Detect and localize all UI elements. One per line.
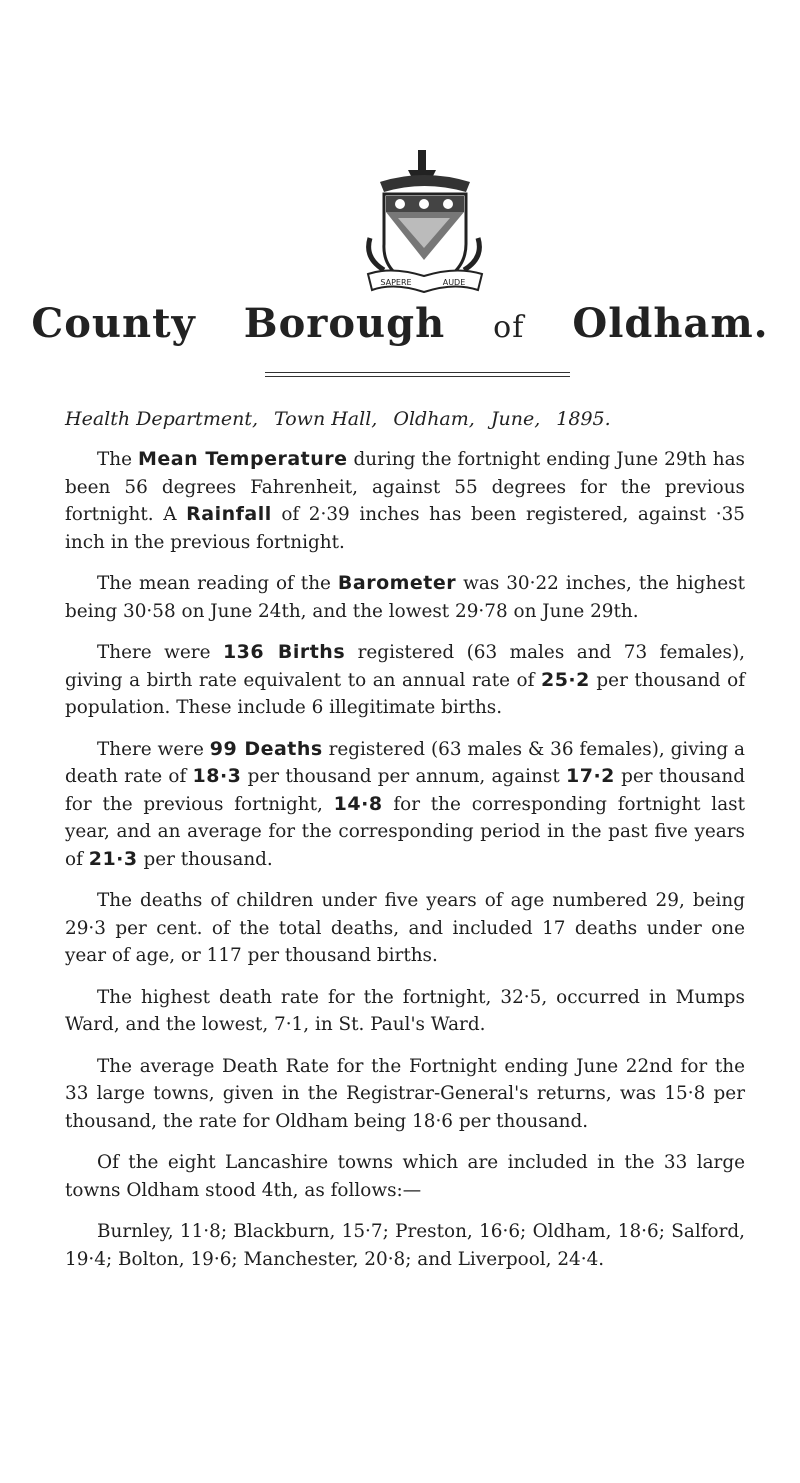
report-body <box>65 446 745 1287</box>
text-run: for the corresponding fortnight last year, and an average for the corresponding period in the past five years of <box>65 793 745 870</box>
text-run: per thousand. <box>137 848 273 870</box>
masthead-county: County <box>31 300 196 347</box>
masthead-of: of <box>493 310 525 345</box>
heading-births: 136 Births <box>222 641 346 663</box>
text-run: of 2·39 inches has been registered, against ·35 inch in the previous fortnight. <box>65 504 745 553</box>
masthead-borough: Borough <box>243 300 446 347</box>
text-run: per thousand for the previous fortnight, <box>65 766 746 815</box>
divider-rule <box>265 376 570 377</box>
paragraph-lancashire: Of the eight Lancashire towns which are included in the 33 large towns Oldham stood 4th, as follows:— <box>65 1152 745 1201</box>
text-run: registered (63 males and 73 females), giving a birth rate equivalent to an annual rate of <box>65 642 745 691</box>
paragraph-births <box>65 639 745 722</box>
motto-right: AUDE <box>442 278 466 287</box>
heading-mean-temperature: Mean Temperature <box>137 448 348 470</box>
coat-of-arms-crest <box>362 148 487 300</box>
paragraph-deaths <box>65 736 745 874</box>
text-run: registered (63 males & 36 females), giving a death rate of <box>65 738 745 787</box>
previous-rate-value: 17·2 <box>566 765 615 787</box>
text-run: during the fortnight ending June 29th has been 56 degrees Fahrenheit, against 55 degrees for the previous fortnight. A <box>65 449 745 525</box>
motto-left: SAPERE <box>380 278 412 287</box>
heading-rainfall: Rainfall <box>186 503 272 525</box>
dateline-month: June, <box>490 408 541 430</box>
text-run: The <box>97 449 138 470</box>
text-run: per thousand of population. These include 6 illegitimate births. <box>65 669 745 718</box>
masthead-town: Oldham. <box>572 300 769 347</box>
paragraph-barometer <box>65 570 745 625</box>
last-year-rate-value: 14·8 <box>333 792 383 815</box>
paragraph-ward-rates: The highest death rate for the fortnight, 32·5, occurred in Mumps Ward, and the lowest, 7·1, in St. Paul's Ward. <box>65 986 745 1035</box>
text-run: per thousand per annum, against <box>241 766 566 787</box>
divider-rule <box>265 372 570 373</box>
dateline-hall: Town Hall, <box>274 408 378 430</box>
dateline <box>65 408 621 430</box>
heading-barometer: Barometer <box>337 572 457 594</box>
paragraph-town-rates: Burnley, 11·8; Blackburn, 15·7; Preston, 16·6; Oldham, 18·6; Salford, 19·4; Bolton, 19·6; Manchester, 20·8; and Liverpool, 24·4. <box>65 1221 745 1270</box>
birth-rate-value: 25·2 <box>540 668 590 691</box>
text-run: was 30·22 inches, the highest being 30·58 on June 24th, and the lowest 29·78 on June 29th. <box>65 573 745 622</box>
paragraph-temperature <box>65 446 745 556</box>
dateline-department: Health Department, <box>65 408 258 430</box>
heading-deaths: 99 Deaths <box>209 737 323 760</box>
text-run: There were <box>97 642 223 663</box>
paragraph-child-deaths: The deaths of children under five years of age numbered 29, being 29·3 per cent. of the total deaths, and included 17 deaths under one year of age, or 117 per thousand births. <box>65 890 745 966</box>
death-rate-value: 18·3 <box>192 765 242 787</box>
text-run: There were <box>97 738 210 760</box>
dateline-town: Oldham, <box>393 408 475 430</box>
dateline-year: 1895. <box>556 408 611 430</box>
five-year-average-value: 21·3 <box>88 847 138 870</box>
paragraph-large-towns: The average Death Rate for the Fortnight ending June 22nd for the 33 large towns, given in the Registrar-General's returns, was 15·8 per thousand, the rate for Oldham being 18·6 per thousand. <box>65 1055 745 1132</box>
text-run: The mean reading of the <box>97 573 338 594</box>
masthead-title <box>0 300 800 347</box>
